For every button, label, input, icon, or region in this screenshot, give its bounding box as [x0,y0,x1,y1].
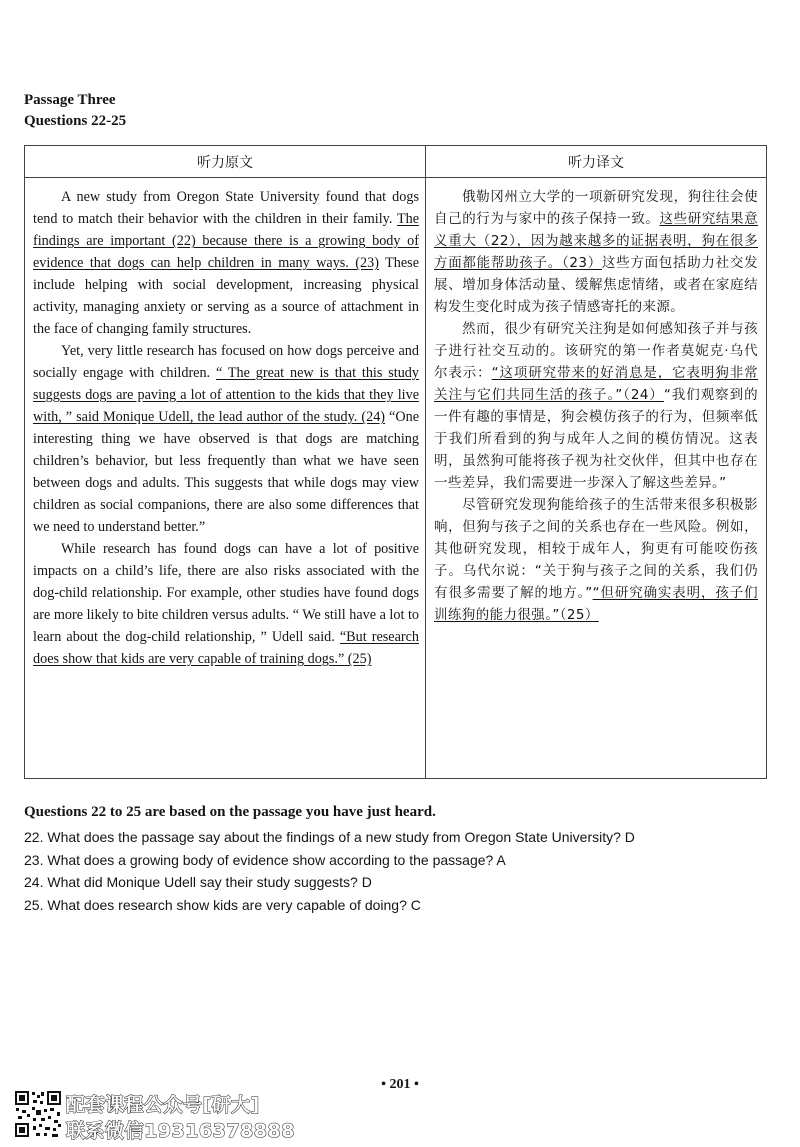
zh-paragraph [434,186,758,318]
zh-underlined-answer-text: 这些研究结果意义重大（22），因为越来越多的证据表明，狗在很多方面都能帮助孩子。（23） [434,211,758,271]
zh-text: 尽管研究发现狗能给孩子的生活带来很多积极影响，但狗与孩子之间的关系也存在一些风险。例如，其他研究发现，相较于成年人，狗更有可能咬伤孩子。乌代尔说：“关于狗与孩子之间的关系，我们仍有很多需要了解的地方。” [434,497,758,601]
en-text: While research has found dogs can have a lot of positive impacts on a child’s life, there are also risks associated with the dog-child relationship. For example, other studies have found dogs are more likely to bite children versus adults. “ We still have a lot to learn about the dog-child relationship, ” Udell said. [33,541,419,645]
zh-text: 俄勒冈州立大学的一项新研究发现，狗往往会使自己的行为与家中的孩子保持一致。 [434,189,758,227]
watermark-line-1: 配套课程公众号[研大] [66,1094,260,1116]
col-translation-header: 听力译文 [426,146,767,178]
zh-underlined-answer-text: “这项研究带来的好消息是，它表明狗非常关注与它们共同生活的孩子。”（24） [434,365,759,403]
zh-paragraph [434,494,758,626]
english-transcript [25,178,426,779]
table-body-row [25,178,767,779]
zh-text: 然而，很少有研究关注狗是如何感知孩子并与孩子进行社交互动的。该研究的第一作者莫妮克·乌代尔表示： [434,321,758,381]
passage-title: Passage Three [24,92,116,108]
en-underlined-answer-text: “But research does show that kids are very capable of training dogs.” (25) [33,629,419,667]
en-paragraph [33,538,419,670]
en-paragraph [33,340,419,538]
en-underlined-answer-text: “ The great new is that this study suggests dogs are paving a lot of attention to the kids that they live with, ” said Monique Udell, the lead author of the study. (24) [33,365,419,425]
question-item: 22. What does the passage say about the findings of a new study from Oregon State University? D [24,829,635,845]
questions-range-title: Questions 22-25 [24,113,127,129]
questions-heading: Questions 22 to 25 are based on the passage you have just heard. [24,804,436,820]
question-item: 23. What does a growing body of evidence show according to the passage? A [24,851,506,868]
col-original-header: 听力原文 [25,146,426,178]
en-text: A new study from Oregon State University found that dogs tend to match their behavior with the children in their family. [33,189,419,227]
en-underlined-answer-text: The findings are important (22) because there is a growing body of evidence that dogs can help children in many ways. (23) [33,211,419,271]
question-item: 24. What did Monique Udell say their study suggests? D [24,874,372,890]
zh-text: “我们观察到的一件有趣的事情是，狗会模仿孩子的行为，但频率低于我们所看到的狗与成年人之间的模仿情况。这表明，虽然狗可能将孩子视为社交伙伴，但其中也存在一些差异，我们需要进一步深入了解这些差异。” [434,387,758,491]
question-list [24,826,635,916]
en-text: “One interesting thing we have observed is that dogs are matching children’s behavior, but less frequently than what we have seen between dogs and adults. This suggests that while dogs may view children as social companions, there are also some differences that we need to understand better.” [33,409,419,535]
chinese-translation [426,178,767,779]
transcript-table [24,145,767,779]
watermark-line-2: 联系微信19316378888 [66,1120,295,1142]
table-header-row [25,146,767,178]
en-text: These include helping with social development, increasing physical activity, managing anxiety or serving as a source of attachment in the face of changing family structures. [33,255,419,337]
zh-text: 这些方面包括助力社交发展、增加身体活动量、缓解焦虑情绪，或者在家庭结构发生变化时成为孩子情感寄托的来源。 [434,255,758,315]
en-paragraph [33,186,419,340]
en-text: Yet, very little research has focused on how dogs perceive and socially engage with children. [33,343,419,381]
qr-code-icon [14,1090,62,1138]
zh-paragraph [434,318,758,494]
question-item: 25. What does research show kids are very capable of doing? C [24,896,421,913]
zh-underlined-answer-text: “但研究确实表明，孩子们训练狗的能力很强。”（25） [434,585,758,623]
page-number: • 201 • [381,1077,419,1092]
